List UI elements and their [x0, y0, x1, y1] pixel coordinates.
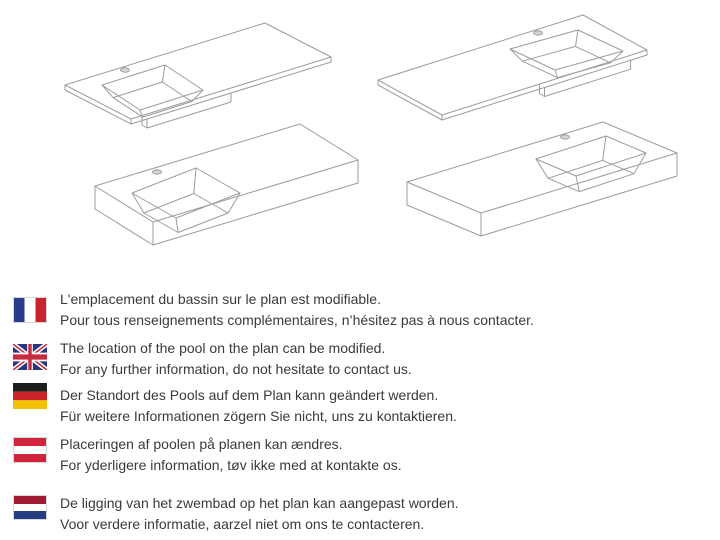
basin-walls [510, 30, 623, 78]
countertop-top-face [65, 23, 331, 119]
countertop-top-face [378, 15, 647, 115]
note-dutch [60, 493, 459, 535]
note-german-line-1: Der Standort des Pools auf dem Plan kann geändert werden. [60, 387, 439, 403]
washbasin-drawing-icon [375, 10, 655, 125]
netherlands-flag-icon [13, 495, 47, 520]
note-dutch-line-1: De ligging van het zwembad op het plan kan aangepast worden. [60, 495, 459, 511]
basin-walls [102, 65, 203, 117]
note-french [60, 289, 534, 331]
note-english-line-2: For any further information, do not hesitate to contact us. [60, 361, 412, 377]
austria-flag-icon [13, 437, 47, 463]
uk-flag-icon [13, 344, 47, 370]
countertop-front-face [481, 153, 677, 236]
faucet-hole [534, 31, 543, 35]
drawing-thick-countertop-basin-right [400, 115, 685, 250]
note-danish-line-1: Placeringen af poolen på planen kan ændres. [60, 436, 343, 452]
basin-rim [536, 136, 646, 176]
note-french-line-1: L'emplacement du bassin sur le plan est modifiable. [60, 291, 381, 307]
drawing-thick-countertop-basin-left [90, 115, 360, 250]
washbasin-drawing-icon [400, 115, 685, 250]
countertop-top-face [407, 122, 677, 213]
basin-bottom [548, 160, 634, 191]
countertop-thickness [65, 57, 331, 124]
note-english [60, 338, 412, 380]
faucet-hole [153, 170, 162, 174]
note-french-line-2: Pour tous renseignements complémentaires, n’hésitez pas à nous contacter. [60, 312, 534, 328]
note-german [60, 385, 457, 427]
under-basin-box [540, 60, 631, 96]
note-german-line-2: Für weitere Informationen zögern Sie nicht, uns zu kontaktieren. [60, 408, 457, 424]
note-dutch-line-2: Voor verdere informatie, aarzel niet om ons te contacteren. [60, 516, 425, 532]
basin-bottom [522, 46, 610, 77]
countertop-top-face [95, 124, 358, 222]
countertop-left-face [407, 182, 481, 236]
france-flag-icon [13, 297, 47, 323]
note-danish-line-2: For yderligere information, tøv ikke med at kontakte os. [60, 457, 402, 473]
note-danish [60, 434, 402, 476]
germany-flag-icon [13, 383, 47, 409]
drawing-thin-countertop-basin-right [375, 10, 655, 125]
note-english-line-1: The location of the pool on the plan can be modified. [60, 340, 386, 356]
faucet-hole [121, 68, 130, 72]
countertop-left-face [95, 186, 153, 245]
basin-bottom [144, 194, 228, 233]
washbasin-drawing-icon [90, 115, 360, 250]
faucet-hole [561, 135, 570, 139]
